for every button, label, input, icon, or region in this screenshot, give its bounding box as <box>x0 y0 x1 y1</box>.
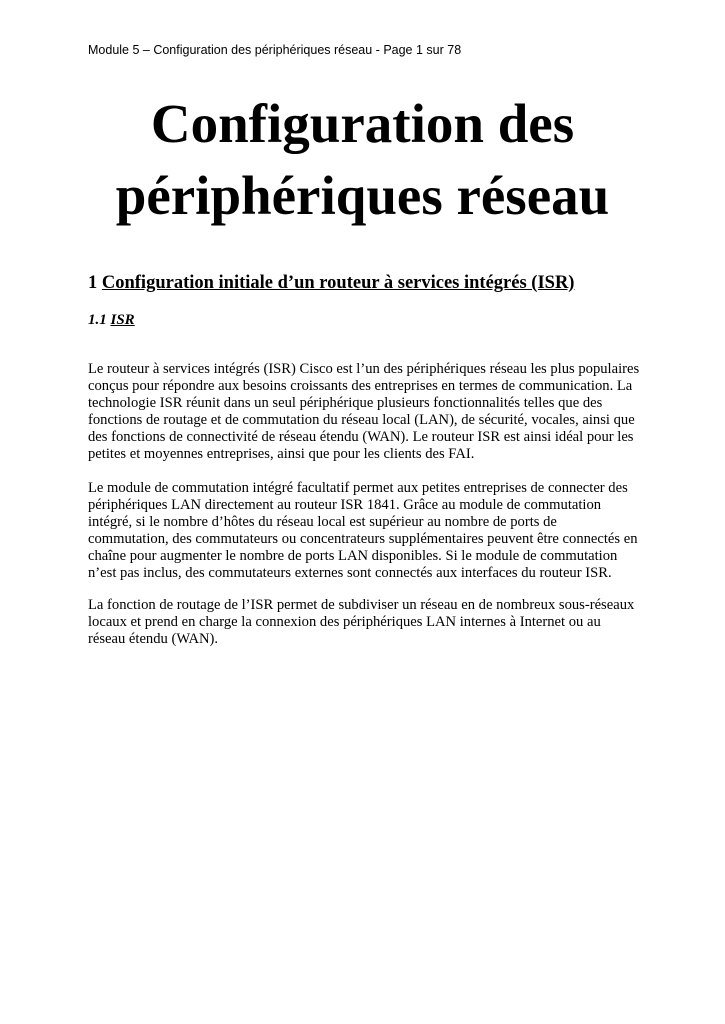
paragraph-1 <box>88 361 640 463</box>
paragraph-line: fonctions de routage et de commutation du réseau local (LAN), de sécurité, vocales, ainsi que <box>88 412 635 428</box>
paragraph-line: technologie ISR réunit dans un seul périphérique plusieurs fonctionnalités telles que des <box>88 395 603 411</box>
paragraph-line: réseau étendu (WAN). <box>88 631 219 647</box>
paragraph-line: des fonctions de connectivité de réseau étendu (WAN). Le routeur ISR est ainsi idéal pour les <box>88 429 634 445</box>
section-heading-1 <box>88 271 574 295</box>
paragraph-3 <box>88 597 640 648</box>
document-title-line-1: Configuration des <box>150 93 575 154</box>
running-header: Module 5 – Configuration des périphériques réseau - Page 1 sur 78 <box>88 43 462 57</box>
document-title <box>0 88 725 232</box>
paragraph-line: La fonction de routage de l’ISR permet de subdiviser un réseau en de nombreux sous-réseaux <box>88 597 635 613</box>
paragraph-2 <box>88 480 640 582</box>
paragraph-line: locaux et prend en charge la connexion des périphériques LAN internes à Internet ou au <box>88 614 601 630</box>
paragraph-line: conçus pour répondre aux besoins croissants des entreprises en termes de communication. La <box>88 378 633 394</box>
paragraph-line: intégré, si le nombre d’hôtes du réseau local est supérieur au nombre de ports de <box>88 514 557 530</box>
subsection-heading-1-1 <box>88 310 135 330</box>
paragraph-line: petites et moyennes entreprises, ainsi que pour les clients des FAI. <box>88 446 475 462</box>
paragraph-line: n’est pas inclus, des commutateurs externes sont connectés aux interfaces du routeur ISR. <box>88 565 612 581</box>
paragraph-line: Le module de commutation intégré facultatif permet aux petites entreprises de connecter des <box>88 480 628 496</box>
paragraph-line: Le routeur à services intégrés (ISR) Cisco est l’un des périphériques réseau les plus populaires <box>88 361 640 377</box>
paragraph-line: périphériques LAN directement au routeur ISR 1841. Grâce au module de commutation <box>88 497 602 513</box>
section-title: Configuration initiale d’un routeur à services intégrés (ISR) <box>101 273 575 293</box>
section-number: 1 <box>88 273 98 293</box>
paragraph-line: commutation, des commutateurs ou concentrateurs supplémentaires peuvent être connectés en <box>88 531 638 547</box>
document-title-line-2: périphériques réseau <box>115 165 610 226</box>
paragraph-line: chaîne pour augmenter le nombre de ports LAN disponibles. Si le module de commutation <box>88 548 618 564</box>
subsection-title: ISR <box>110 312 135 328</box>
subsection-number: 1.1 <box>88 312 107 328</box>
